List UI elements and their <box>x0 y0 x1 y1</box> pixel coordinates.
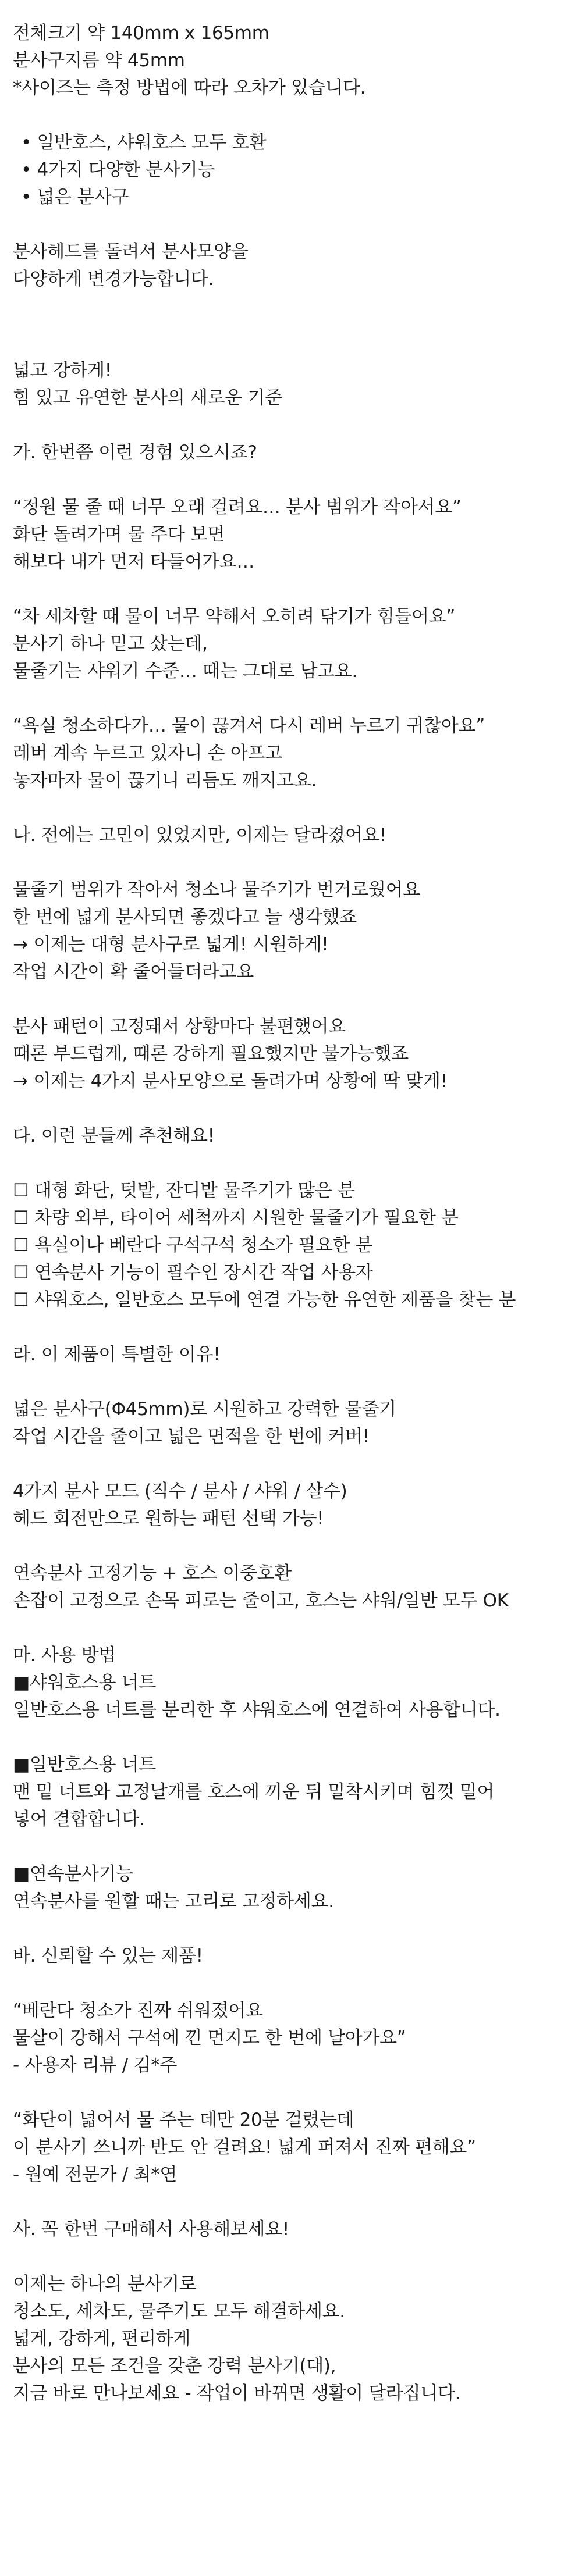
review-line: “베란다 청소가 진짜 쉬워졌어요 <box>13 2000 263 2021</box>
spec-note: *사이즈는 측정 방법에 따라 오차가 있습니다. <box>13 77 366 98</box>
section-title: 나. 전에는 고민이 있었지만, 이제는 달라졌어요! <box>13 825 387 846</box>
text-line: 작업 시간이 확 줄어들더라고요 <box>13 961 254 982</box>
text-line: 청소도, 세차도, 물주기도 모두 해결하세요. <box>13 2301 345 2322</box>
quote-line: “정원 물 줄 때 너무 오래 걸려요… 분사 범위가 작아서요” <box>13 497 462 518</box>
headline-block <box>13 357 582 412</box>
text-line: 연속분사 고정기능 + 호스 이중호환 <box>13 1563 292 1584</box>
spec-block <box>13 20 582 102</box>
section-title: 라. 이 제품이 특별한 이유! <box>13 1344 221 1365</box>
quote-line: 레버 계속 누르고 있자니 손 아프고 <box>13 743 282 764</box>
text-line: ■일반호스용 너트 <box>13 1754 157 1775</box>
text-line: 연속분사를 원할 때는 고리로 고정하세요. <box>13 1891 334 1912</box>
feature-list <box>13 129 582 211</box>
text-line: ■연속분사기능 <box>13 1864 133 1884</box>
text-line: 맨 밑 너트와 고정날개를 호스에 끼운 뒤 밀착시키며 힘껏 밀어 <box>13 1782 495 1802</box>
section-ga <box>13 439 582 794</box>
headline-title: 넓고 강하게! <box>13 360 112 381</box>
text-line: 물줄기 범위가 작아서 청소나 물주기가 번거로웠어요 <box>13 879 420 900</box>
text-line: 손잡이 고정으로 손목 피로는 줄이고, 호스는 샤워/일반 모두 OK <box>13 1590 509 1611</box>
spec-size: 전체크기 약 140mm x 165mm <box>13 23 269 44</box>
review-author: - 사용자 리뷰 / 김*주 <box>13 2055 177 2076</box>
quote-line: 분사기 하나 믿고 샀는데, <box>13 633 208 654</box>
section-da <box>13 1123 582 1314</box>
section-sa <box>13 2216 582 2407</box>
intro-line: 분사헤드를 돌려서 분사모양을 <box>13 241 249 262</box>
text-line: 넓은 분사구(Φ45mm)로 시원하고 강력한 물줄기 <box>13 1399 396 1420</box>
text-line: 이제는 하나의 분사기로 <box>13 2274 197 2294</box>
review-line: “화단이 넓어서 물 주는 데만 20분 걸렸는데 <box>13 2110 354 2130</box>
review-author: - 원예 전문가 / 최*연 <box>13 2164 177 2185</box>
text-line: 때론 부드럽게, 때론 강하게 필요했지만 불가능했죠 <box>13 1043 409 1064</box>
text-line: 넣어 결합합니다. <box>13 1809 145 1830</box>
text-line: 한 번에 넓게 분사되면 좋겠다고 늘 생각했죠 <box>13 907 357 928</box>
section-title: 가. 한번쯤 이런 경험 있으시죠? <box>13 442 257 463</box>
headline-subtitle: 힘 있고 유연한 분사의 새로운 기준 <box>13 387 282 408</box>
section-title: 마. 사용 방법 <box>13 1645 116 1666</box>
text-line: 넓게, 강하게, 편리하게 <box>13 2328 191 2349</box>
checklist-item: ☐ 욕실이나 베란다 구석구석 청소가 필요한 분 <box>13 1235 373 1256</box>
section-title: 사. 꼭 한번 구매해서 사용해보세요! <box>13 2219 289 2240</box>
quote-line: 해보다 내가 먼저 타들어가요… <box>13 551 255 572</box>
text-line: 헤드 회전만으로 원하는 패턴 선택 가능! <box>13 1508 324 1529</box>
text-line: → 이제는 대형 분사구로 넓게! 시원하게! <box>13 934 329 955</box>
quote-line: “욕실 청소하다가… 물이 끊겨서 다시 레버 누르기 귀찮아요” <box>13 715 485 736</box>
spec-nozzle: 분사구지름 약 45mm <box>13 50 185 71</box>
review-line: 물살이 강해서 구석에 낀 먼지도 한 번에 날아가요” <box>13 2028 406 2048</box>
section-ra <box>13 1341 582 1615</box>
text-line: 작업 시간을 줄이고 넓은 면적을 한 번에 커버! <box>13 1426 370 1447</box>
review-line: 이 분사기 쓰니까 반도 안 걸려요! 넓게 퍼져서 진짜 편해요” <box>13 2137 476 2158</box>
checklist-item: ☐ 샤워호스, 일반호스 모두에 연결 가능한 유연한 제품을 찾는 분 <box>13 1289 516 1310</box>
text-line: → 이제는 4가지 분사모양으로 돌려가며 상황에 딱 맞게! <box>13 1071 448 1092</box>
feature-item: • 넓은 분사구 <box>21 187 129 208</box>
feature-item: • 일반호스, 샤워호스 모두 호환 <box>21 132 267 153</box>
text-line: 분사 패턴이 고정돼서 상황마다 불편했어요 <box>13 1016 346 1037</box>
section-ma <box>13 1642 582 1915</box>
section-na <box>13 822 582 1095</box>
intro-line: 다양하게 변경가능합니다. <box>13 269 214 290</box>
quote-line: “차 세차할 때 물이 너무 약해서 오히려 닦기가 힘들어요” <box>13 606 456 627</box>
checklist-item: ☐ 연속분사 기능이 필수인 장시간 작업 사용자 <box>13 1262 373 1283</box>
text-line: 4가지 분사 모드 (직수 / 분사 / 샤워 / 살수) <box>13 1481 347 1502</box>
quote-line: 물줄기는 샤워기 수준… 때는 그대로 남고요. <box>13 661 358 682</box>
checklist-item: ☐ 차량 외부, 타이어 세척까지 시원한 물줄기가 필요한 분 <box>13 1207 459 1228</box>
quote-line: 화단 돌려가며 물 주다 보면 <box>13 524 225 545</box>
quote-line: 놓자마자 물이 끊기니 리듬도 깨지고요. <box>13 770 317 791</box>
intro-block <box>13 238 582 293</box>
section-title: 바. 신뢰할 수 있는 제품! <box>13 1946 203 1966</box>
text-line: 분사의 모든 조건을 갖춘 강력 분사기(대), <box>13 2356 336 2377</box>
feature-item: • 4가지 다양한 분사기능 <box>21 159 215 180</box>
checklist-item: ☐ 대형 화단, 텃밭, 잔디밭 물주기가 많은 분 <box>13 1180 355 1201</box>
text-line: 일반호스용 너트를 분리한 후 샤워호스에 연결하여 사용합니다. <box>13 1699 501 1720</box>
text-line: 지금 바로 만나보세요 - 작업이 바뀌면 생활이 달라집니다. <box>13 2383 461 2404</box>
section-title: 다. 이런 분들께 추천해요! <box>13 1125 215 1146</box>
text-line: ■샤워호스용 너트 <box>13 1672 157 1693</box>
section-ba <box>13 1943 582 2189</box>
